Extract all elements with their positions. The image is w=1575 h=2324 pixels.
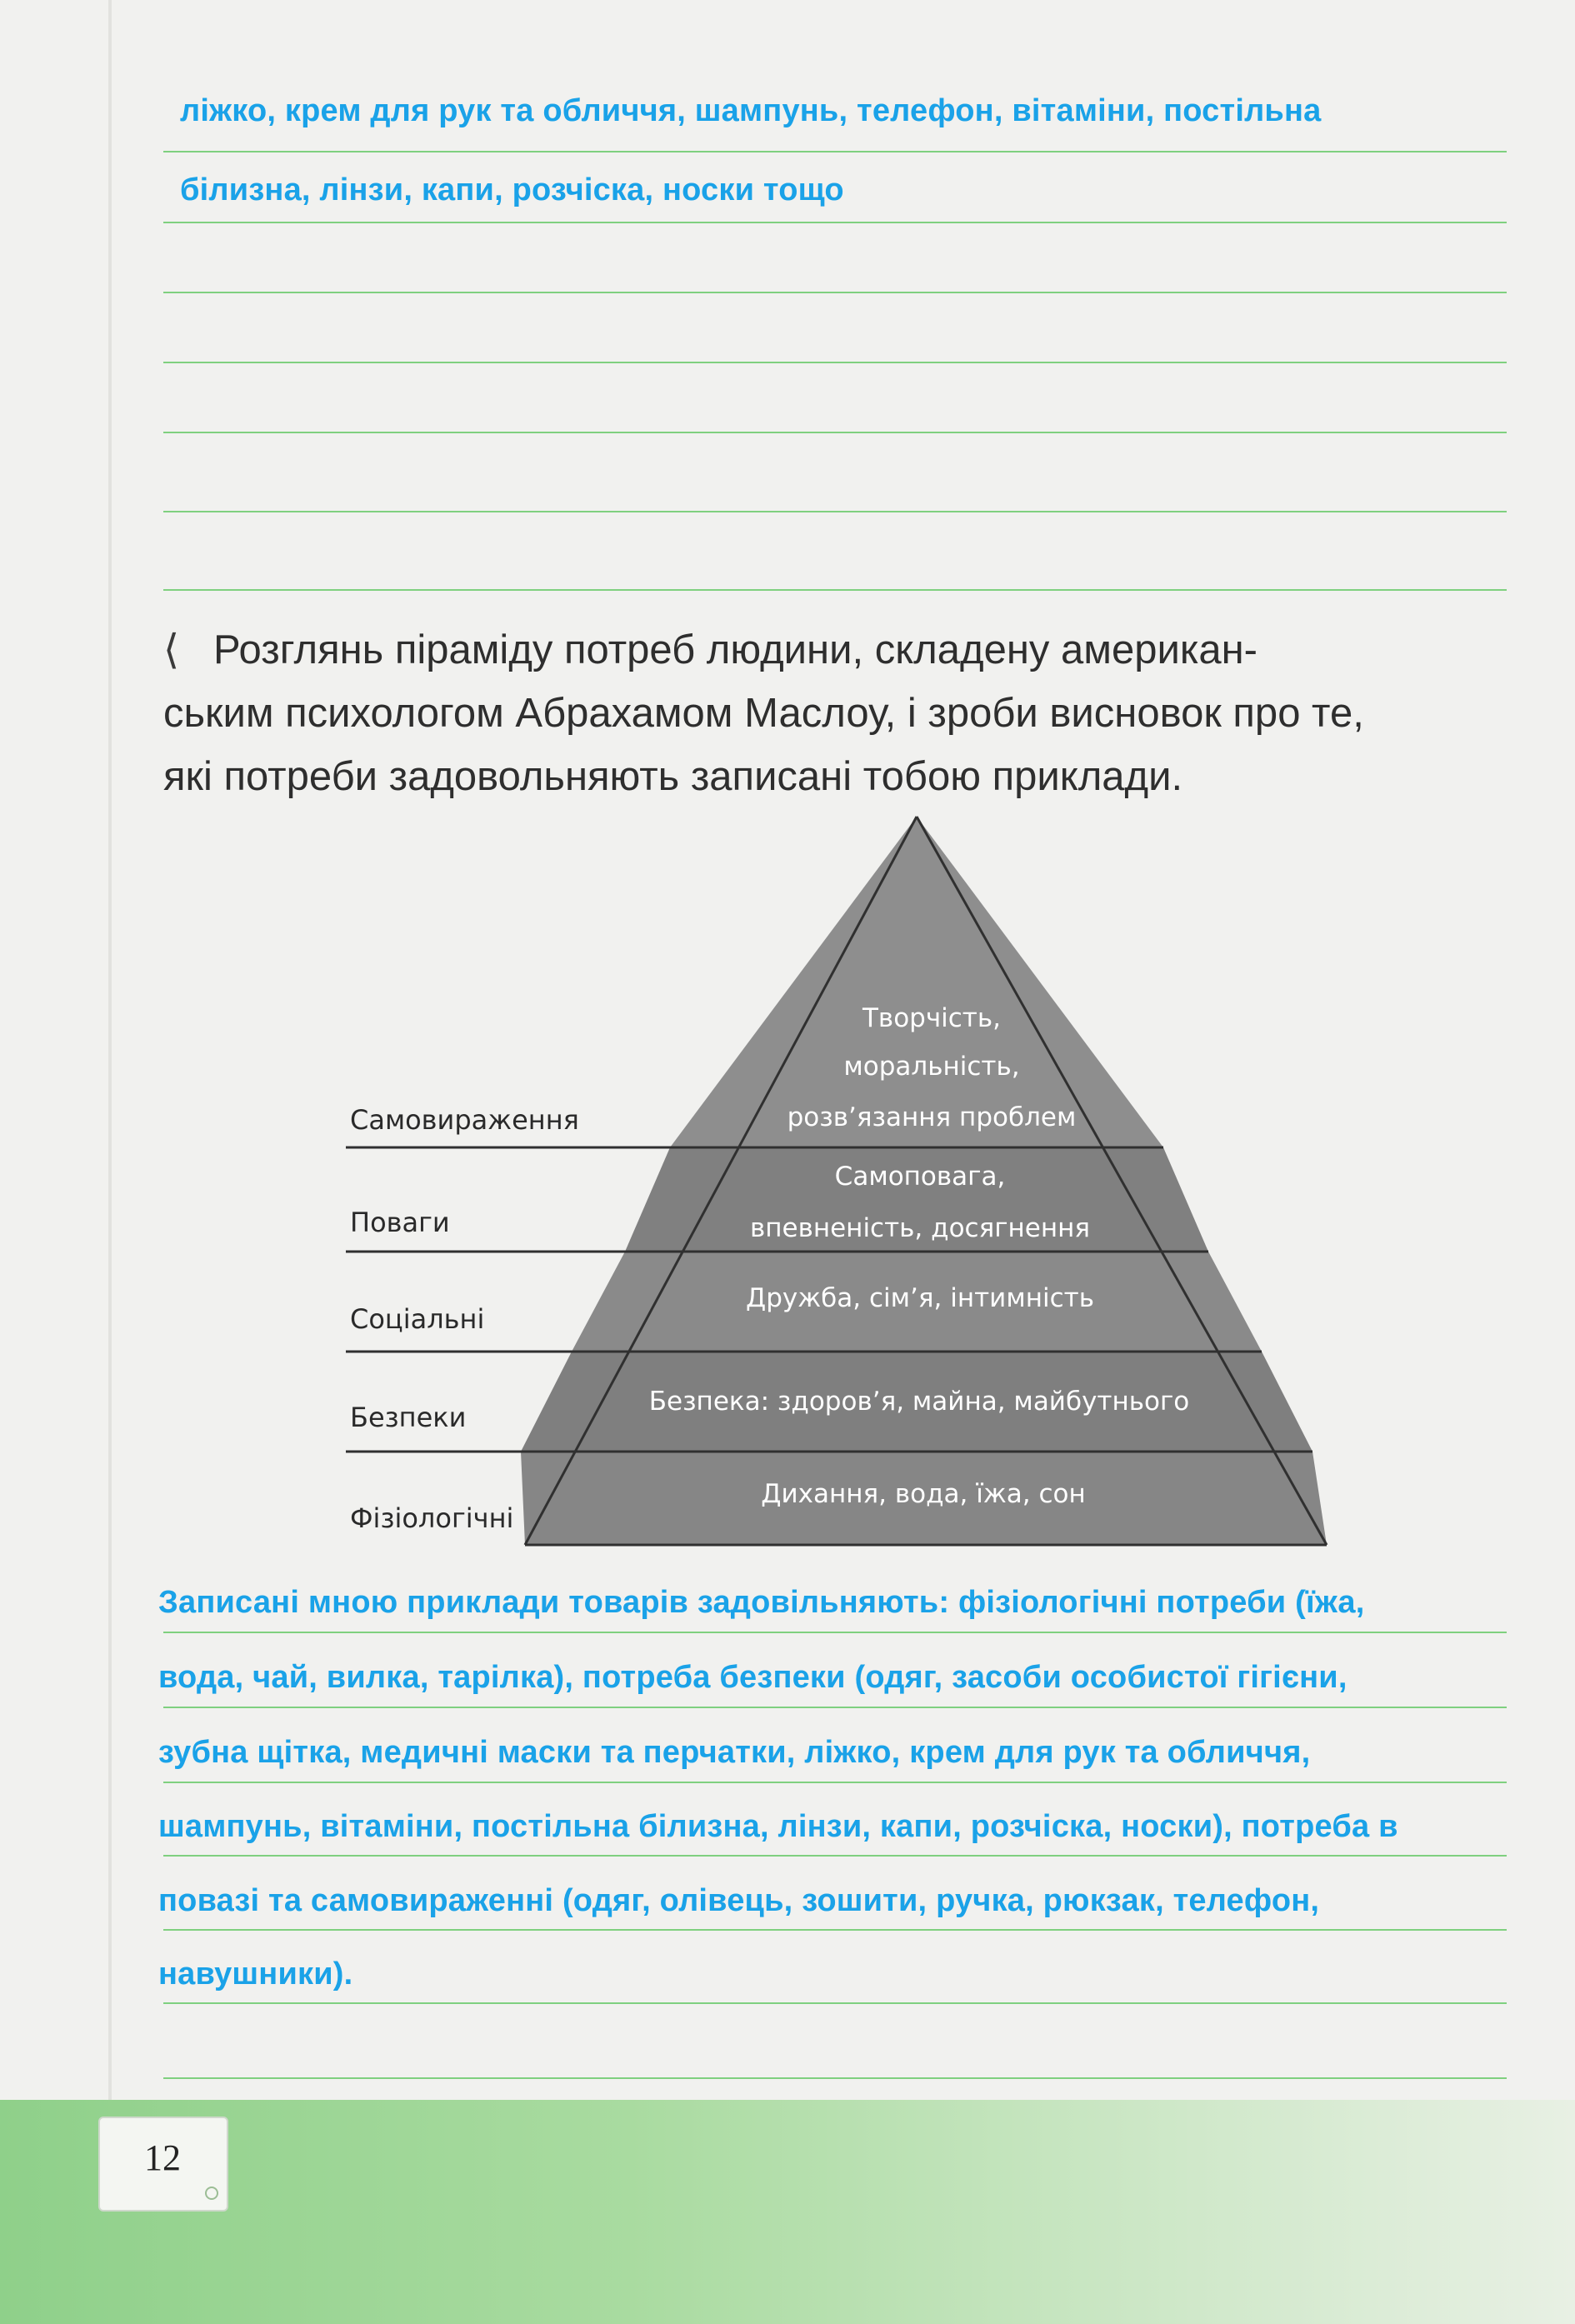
page-number-tab xyxy=(98,2117,228,2212)
answer-bottom-line-3: зубна щітка, медичні маски та перчатки, ліжко, крем для рук та обличчя, xyxy=(158,1735,1311,1770)
task-line-1: ⟨ Розглянь піраміду потреб людини, складену американ- xyxy=(163,618,1530,682)
level-text-social: Дружба, сім’я, інтимність xyxy=(746,1283,1094,1313)
level-text-self-actualization-2: моральність, xyxy=(843,1052,1020,1082)
level-text-esteem-2: впевненість, досягнення xyxy=(749,1213,1091,1243)
ruled-line xyxy=(163,2002,1507,2004)
answer-bottom-line-5: повазі та самовираженні (одяг, олівець, зошити, ручка, рюкзак, телефон, xyxy=(158,1883,1320,1918)
side-label-physiological: Фізіологічні xyxy=(350,1502,514,1534)
ruled-line xyxy=(163,1855,1507,1857)
ruled-line xyxy=(163,1707,1507,1708)
level-text-self-actualization-3: розв’язання проблем xyxy=(787,1102,1077,1132)
level-text-safety: Безпека: здоров’я, майна, майбутнього xyxy=(648,1387,1190,1417)
answer-top-line-1: ліжко, крем для рук та обличчя, шампунь, телефон, вітаміни, постільна xyxy=(180,93,1322,128)
arrow-left-icon: ⟨ xyxy=(163,627,180,672)
page-number: 12 xyxy=(144,2137,181,2178)
footer-band xyxy=(0,2100,1575,2324)
ruled-line xyxy=(163,2077,1507,2079)
level-text-self-actualization-1: Творчість, xyxy=(862,1003,1002,1033)
side-label-safety: Безпеки xyxy=(350,1402,467,1433)
answer-bottom-line-2: вода, чай, вилка, тарілка), потреба безпеки (одяг, засоби особистої гігієни, xyxy=(158,1660,1348,1695)
answer-bottom-line-4: шампунь, вітаміни, постільна білизна, лінзи, капи, розчіска, носки), потреба в xyxy=(158,1809,1398,1844)
level-text-esteem-1: Самоповага, xyxy=(834,1162,1006,1192)
answer-bottom-line-1: Записані мною приклади товарів задовільняють: фізіологічні потреби (їжа, xyxy=(158,1585,1365,1620)
ruled-line xyxy=(163,1929,1507,1931)
ruled-line xyxy=(163,1782,1507,1783)
side-label-esteem: Поваги xyxy=(350,1207,450,1238)
side-label-self-actualization: Самовираження xyxy=(350,1104,579,1136)
side-label-social: Соціальні xyxy=(350,1303,485,1335)
tab-dot-icon xyxy=(205,2187,218,2200)
answer-bottom-line-6: навушники). xyxy=(158,1957,353,1992)
pyramid-level-self-actualization xyxy=(670,817,1163,1147)
level-text-physiological: Дихання, вода, їжа, сон xyxy=(761,1479,1086,1509)
ruled-line xyxy=(163,1632,1507,1633)
answer-top-line-2: білизна, лінзи, капи, розчіска, носки тощо xyxy=(180,172,844,207)
task-line-2: ським психологом Абрахамом Маслоу, і зроби висновок про те, xyxy=(163,691,1364,736)
task-line-3: які потреби задовольняють записані тобою приклади. xyxy=(163,754,1183,799)
